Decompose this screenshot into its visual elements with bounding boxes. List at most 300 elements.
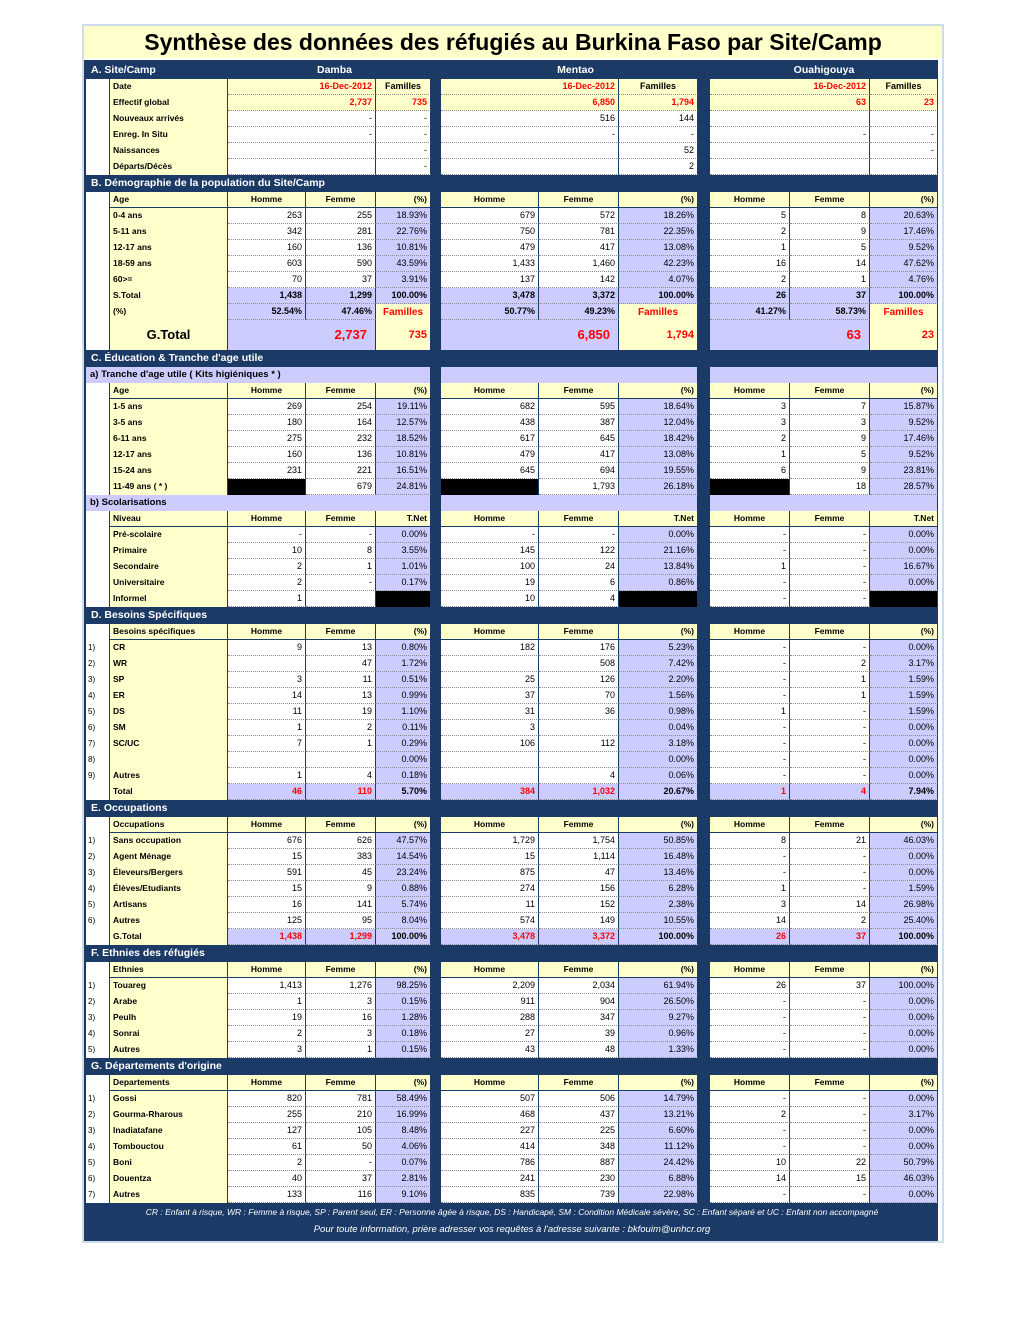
table-row (86, 1187, 936, 1203)
column-gap (698, 159, 710, 175)
column-gap (431, 672, 441, 688)
cell-homme: 1,438 (228, 929, 306, 945)
cell-homme (228, 656, 306, 672)
cell-femme: 3 (306, 994, 376, 1010)
column-gap (698, 463, 710, 479)
cell-pct: 98.25% (376, 978, 431, 994)
cell-familles: Familles (376, 79, 431, 95)
cell-pct: 11.12% (619, 1139, 698, 1155)
cell-pct: 1.59% (870, 704, 938, 720)
row-number (86, 79, 110, 95)
cell-homme: 231 (228, 463, 306, 479)
cell-femme: 37 (790, 978, 870, 994)
cell-pct: 22.35% (619, 224, 698, 240)
cell-pct: 0.04% (619, 720, 698, 736)
cell-familles: - (376, 143, 431, 159)
cell-familles: - (376, 159, 431, 175)
cell-pct: 0.00% (870, 1123, 938, 1139)
column-gap (698, 399, 710, 415)
row-label: G.Total (110, 929, 228, 945)
column-header-homme: Homme (441, 624, 539, 640)
column-gap (698, 704, 710, 720)
column-gap (431, 1171, 441, 1187)
column-gap (698, 431, 710, 447)
table-row (86, 1042, 936, 1058)
column-gap (431, 640, 441, 656)
cell-pct: 0.00% (870, 994, 938, 1010)
cell-femme: 70 (539, 688, 619, 704)
row-label: Boni (110, 1155, 228, 1171)
pct-row (441, 304, 619, 320)
cell-pct: 18.52% (376, 431, 431, 447)
cell-femme: - (790, 559, 870, 575)
table-row (86, 929, 936, 945)
row-label: Touareg (110, 978, 228, 994)
cell-homme: 1,413 (228, 978, 306, 994)
cell-femme: 572 (539, 208, 619, 224)
cell-pct: 24.81% (376, 479, 431, 495)
table-row (86, 640, 936, 656)
table-row (86, 817, 936, 833)
column-gap (698, 833, 710, 849)
cell-homme: 70 (228, 272, 306, 288)
cell-pct: 20.67% (619, 784, 698, 800)
cell-homme: 40 (228, 1171, 306, 1187)
table-row (86, 1139, 936, 1155)
column-header-femme: Femme (790, 383, 870, 399)
column-header-homme: Homme (228, 383, 306, 399)
cell-homme: 679 (441, 208, 539, 224)
cell-homme (710, 479, 790, 495)
cell-femme: 1 (306, 1042, 376, 1058)
familles-stack (870, 304, 938, 350)
cell-homme: 10 (710, 1155, 790, 1171)
row-number: 3) (86, 672, 110, 688)
column-gap (431, 913, 441, 929)
cell-pct: 50.85% (619, 833, 698, 849)
column-gap (698, 447, 710, 463)
column-gap (431, 543, 441, 559)
row-label: 0-4 ans (110, 208, 228, 224)
cell-pct: 22.76% (376, 224, 431, 240)
column-header-homme: Homme (228, 962, 306, 978)
cell-pct: 4.76% (870, 272, 938, 288)
row-label: Informel (110, 591, 228, 607)
cell-homme: 16 (228, 897, 306, 913)
cell-homme: 15 (228, 881, 306, 897)
cell-pct: 0.51% (376, 672, 431, 688)
cell-femme: 48 (539, 1042, 619, 1058)
table-row (86, 495, 936, 511)
cell-femme: 3,372 (539, 929, 619, 945)
row-label: Douentza (110, 1171, 228, 1187)
cell-femme: 15 (790, 1171, 870, 1187)
section-e-title: E. Occupations (86, 800, 938, 817)
cell-pct: 17.46% (870, 431, 938, 447)
cell-pct: 0.17% (376, 575, 431, 591)
cell-pct: 20.63% (870, 208, 938, 224)
column-gap (431, 784, 441, 800)
cell-familles: 2 (619, 159, 698, 175)
cell-femme: 595 (539, 399, 619, 415)
column-gap (698, 688, 710, 704)
cell-pct: 26.18% (619, 479, 698, 495)
column-gap (431, 383, 441, 399)
row-label: 6-11 ans (110, 431, 228, 447)
cell-femme: 14 (790, 897, 870, 913)
cell-pct: 1.56% (619, 688, 698, 704)
cell-pct: 0.98% (619, 704, 698, 720)
cell-homme: 16 (710, 256, 790, 272)
row-label: Sans occupation (110, 833, 228, 849)
cell-value (228, 143, 376, 159)
cell-pct: 100.00% (376, 288, 431, 304)
cell-femme: 6 (539, 575, 619, 591)
table-row (86, 784, 936, 800)
cell-homme (441, 656, 539, 672)
familles-label: Familles (870, 304, 938, 322)
table-row (86, 575, 936, 591)
cell-pct: 0.99% (376, 688, 431, 704)
column-gap (431, 527, 441, 543)
row-number (86, 929, 110, 945)
cell-pct: 0.00% (870, 527, 938, 543)
familles-stack (619, 304, 698, 350)
column-header: Occupations (110, 817, 228, 833)
cell-femme: - (790, 865, 870, 881)
cell-pct: 14.54% (376, 849, 431, 865)
column-gap (431, 431, 441, 447)
column-header-pct: (%) (619, 817, 698, 833)
column-gap (698, 208, 710, 224)
familles-value: 735 (376, 322, 431, 350)
cell-pct: 3.91% (376, 272, 431, 288)
column-gap (698, 865, 710, 881)
cell-femme: 14 (790, 256, 870, 272)
cell-homme: 288 (441, 1010, 539, 1026)
row-number (86, 111, 110, 127)
row-label: Autres (110, 913, 228, 929)
column-gap (431, 994, 441, 1010)
cell-femme: 347 (539, 1010, 619, 1026)
column-header: Besoins spécifiques (110, 624, 228, 640)
cell-pct: 13.21% (619, 1107, 698, 1123)
cell-homme: - (710, 656, 790, 672)
cell-pct: 0.88% (376, 881, 431, 897)
column-header-homme: Homme (441, 192, 539, 208)
cell-pct: 8.04% (376, 913, 431, 929)
table-row (86, 543, 936, 559)
cell-femme: - (790, 768, 870, 784)
cell-femme: - (790, 704, 870, 720)
row-label: SM (110, 720, 228, 736)
row-number: 5) (86, 1155, 110, 1171)
cell-pct: 1.01% (376, 559, 431, 575)
cell-femme: - (790, 994, 870, 1010)
row-label: 60>= (110, 272, 228, 288)
row-number (86, 527, 110, 543)
cell-homme: - (710, 994, 790, 1010)
table-row (86, 1171, 936, 1187)
cell-femme: 110 (306, 784, 376, 800)
column-gap (698, 224, 710, 240)
subsection-band (441, 495, 698, 511)
column-gap (431, 575, 441, 591)
cell-homme: 468 (441, 1107, 539, 1123)
cell-pct: 0.00% (870, 543, 938, 559)
cell-value: - (228, 127, 376, 143)
column-gap (431, 704, 441, 720)
column-gap (431, 111, 441, 127)
row-number (86, 192, 110, 208)
cell-homme: 26 (710, 288, 790, 304)
row-number: 1) (86, 978, 110, 994)
column-header-pct: T.Net (619, 511, 698, 527)
report-title: Synthèse des données des réfugiés au Burkina Faso par Site/Camp (84, 26, 942, 58)
cell-pct: 3.55% (376, 543, 431, 559)
column-gap (431, 1155, 441, 1171)
familles-value: 23 (870, 322, 938, 350)
cell-homme: 645 (441, 463, 539, 479)
section-d-title: D. Besoins Spécifiques (86, 607, 938, 624)
table-row (86, 833, 936, 849)
cell-pct: 0.29% (376, 736, 431, 752)
column-gap (431, 881, 441, 897)
table-row (86, 208, 936, 224)
cell-homme: 2 (228, 575, 306, 591)
cell-pct: 19.55% (619, 463, 698, 479)
cell-pct: 0.00% (870, 575, 938, 591)
row-number: 3) (86, 865, 110, 881)
column-header-femme: Femme (306, 1075, 376, 1091)
table-row (86, 994, 936, 1010)
cell-homme: 37 (441, 688, 539, 704)
cell-femme: 9 (790, 431, 870, 447)
table-row (86, 192, 936, 208)
cell-pct: 6.60% (619, 1123, 698, 1139)
subsection-band (441, 367, 698, 383)
cell-pct: 12.57% (376, 415, 431, 431)
cell-pct: 2.81% (376, 1171, 431, 1187)
row-label: Peulh (110, 1010, 228, 1026)
cell-pct: 18.26% (619, 208, 698, 224)
pct-gtotal-stack (228, 304, 376, 350)
cell-homme: 3,478 (441, 929, 539, 945)
cell-femme: - (790, 1107, 870, 1123)
row-label: Agent Ménage (110, 849, 228, 865)
cell-homme: 127 (228, 1123, 306, 1139)
cell-homme: 3 (710, 897, 790, 913)
column-header-femme: Femme (306, 817, 376, 833)
cell-femme: 1,299 (306, 288, 376, 304)
column-gap (698, 1042, 710, 1058)
cell-homme: 384 (441, 784, 539, 800)
table-row (86, 367, 936, 383)
table-row (86, 913, 936, 929)
row-label: Arabe (110, 994, 228, 1010)
cell-value: 16-Dec-2012 (228, 79, 376, 95)
cell-femme: 383 (306, 849, 376, 865)
cell-femme (306, 591, 376, 607)
column-gap (431, 1123, 441, 1139)
column-gap (698, 240, 710, 256)
cell-value: - (228, 111, 376, 127)
cell-homme: 438 (441, 415, 539, 431)
cell-familles: - (619, 127, 698, 143)
row-label: Naissances (110, 143, 228, 159)
cell-femme: 417 (539, 447, 619, 463)
column-gap (698, 1139, 710, 1155)
column-header-pct: T.Net (376, 511, 431, 527)
column-header-pct: (%) (619, 1075, 698, 1091)
cell-femme: 387 (539, 415, 619, 431)
cell-pct: 2.38% (619, 897, 698, 913)
cell-femme: 7 (790, 399, 870, 415)
cell-pct: 13.08% (619, 447, 698, 463)
cell-femme: 47 (306, 656, 376, 672)
cell-femme: 105 (306, 1123, 376, 1139)
row-number (86, 559, 110, 575)
column-header-femme: Femme (790, 511, 870, 527)
column-gap (431, 447, 441, 463)
table-row (86, 1203, 936, 1221)
column-gap (698, 994, 710, 1010)
column-gap (698, 1171, 710, 1187)
contact-line: Pour toute information, prière adresser vos requêtes à l'adresse suivante : bkfouim@unhcr.org (86, 1221, 938, 1239)
column-header-femme: Femme (790, 1075, 870, 1091)
column-gap (431, 95, 441, 111)
column-header-pct: (%) (870, 962, 938, 978)
cell-homme: - (228, 527, 306, 543)
cell-femme: - (790, 720, 870, 736)
row-number: 6) (86, 913, 110, 929)
cell-homme: - (710, 575, 790, 591)
cell-pct: 1.28% (376, 1010, 431, 1026)
cell-homme: 3 (441, 720, 539, 736)
cell-femme: 39 (539, 1026, 619, 1042)
column-gap (698, 511, 710, 527)
column-gap (431, 1091, 441, 1107)
row-label: 1-5 ans (110, 399, 228, 415)
cell-homme: 1 (710, 881, 790, 897)
pct-row (710, 304, 870, 320)
cell-femme: 37 (306, 1171, 376, 1187)
cell-pct: 0.00% (870, 640, 938, 656)
row-number (86, 383, 110, 399)
cell-femme: 141 (306, 897, 376, 913)
cell-value (441, 143, 619, 159)
cell-femme: 1,793 (539, 479, 619, 495)
cell-pct: 9.52% (870, 240, 938, 256)
table-row (86, 127, 936, 143)
row-number: 3) (86, 1010, 110, 1026)
cell-femme: 1,754 (539, 833, 619, 849)
cell-femme: 225 (539, 1123, 619, 1139)
cell-value: 16-Dec-2012 (710, 79, 870, 95)
row-number (86, 95, 110, 111)
column-gap (431, 624, 441, 640)
cell-pct: 4.06% (376, 1139, 431, 1155)
table-row (86, 527, 936, 543)
cell-familles: 1,794 (619, 95, 698, 111)
subsection-title: b) Scolarisations (86, 495, 431, 511)
column-header-femme: Femme (539, 962, 619, 978)
row-number: 5) (86, 704, 110, 720)
cell-pct: 100.00% (870, 288, 938, 304)
column-gap (698, 752, 710, 768)
cell-femme: 437 (539, 1107, 619, 1123)
row-label: Autres (110, 768, 228, 784)
cell-femme: - (306, 1155, 376, 1171)
cell-gtotal: 6,850 (441, 320, 619, 350)
cell-femme: 45 (306, 865, 376, 881)
cell-pct: 0.00% (870, 1010, 938, 1026)
column-gap (431, 1010, 441, 1026)
cell-homme: 27 (441, 1026, 539, 1042)
column-gap (698, 881, 710, 897)
column-header-femme: Femme (539, 192, 619, 208)
row-label: Universitaire (110, 575, 228, 591)
column-gap (698, 784, 710, 800)
table-row (86, 111, 936, 127)
cell-pct: 58.49% (376, 1091, 431, 1107)
cell-homme: 1,433 (441, 256, 539, 272)
column-gap (698, 559, 710, 575)
column-gap (431, 479, 441, 495)
cell-femme: 9 (790, 224, 870, 240)
cell-pct: 46.03% (870, 833, 938, 849)
cell-pct: 1.10% (376, 704, 431, 720)
cell-femme: 176 (539, 640, 619, 656)
cell-pct: 1.33% (619, 1042, 698, 1058)
legend-abbreviations: CR : Enfant à risque, WR : Femme à risque, SP : Parent seul, ER : Personne âgée à risque, DS : Handicapé, SM : Condition Médicale sévère, SC : Enfant séparé et UC : Enfant non accompagné (86, 1203, 938, 1221)
cell-femme: 281 (306, 224, 376, 240)
column-gap (698, 1026, 710, 1042)
cell-homme: - (710, 1042, 790, 1058)
section-b-title: B. Démographie de la population du Site/Camp (86, 175, 938, 192)
column-header-homme: Homme (228, 1075, 306, 1091)
cell-pct: 1.59% (870, 881, 938, 897)
row-number (86, 415, 110, 431)
column-header-homme: Homme (710, 383, 790, 399)
cell-pct: 18.42% (619, 431, 698, 447)
cell-familles: 735 (376, 95, 431, 111)
table-row (86, 79, 936, 95)
table-row (86, 511, 936, 527)
cell-pct: 2.20% (619, 672, 698, 688)
cell-homme: 574 (441, 913, 539, 929)
cell-femme: - (790, 640, 870, 656)
data-table (84, 60, 938, 1241)
cell-femme: - (306, 575, 376, 591)
label-stack (110, 304, 228, 350)
cell-femme: 22 (790, 1155, 870, 1171)
column-gap (431, 1139, 441, 1155)
table-row (86, 304, 936, 350)
row-label: 3-5 ans (110, 415, 228, 431)
row-number: 4) (86, 688, 110, 704)
cell-pct: 1.72% (376, 656, 431, 672)
column-gap (698, 720, 710, 736)
cell-homme: 3 (710, 399, 790, 415)
cell-homme: 3 (710, 415, 790, 431)
table-row (86, 1075, 936, 1091)
column-gap (431, 240, 441, 256)
cell-pct: 15.87% (870, 399, 938, 415)
cell-femme: 904 (539, 994, 619, 1010)
row-number (86, 256, 110, 272)
table-row (86, 559, 936, 575)
